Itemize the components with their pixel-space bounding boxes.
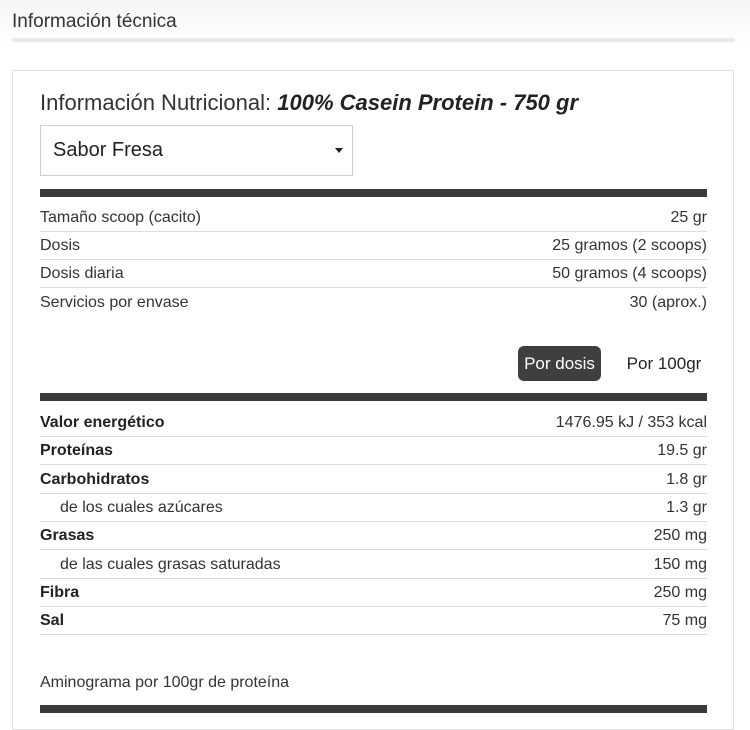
row-value: 1476.95 kJ / 353 kcal (555, 413, 707, 431)
row-label: Dosis diaria (40, 264, 124, 282)
flavor-select-value: Sabor Fresa (53, 139, 164, 161)
row-label: Servicios por envase (40, 294, 189, 311)
row-value: 150 mg (653, 555, 707, 573)
row-value: 50 gramos (4 scoops) (552, 264, 707, 282)
row-label: de las cuales grasas saturadas (60, 555, 281, 573)
table-row (40, 289, 707, 317)
row-value: 250 mg (653, 583, 707, 601)
table-row (40, 522, 707, 550)
heading-prefix: Información Nutricional: (40, 90, 272, 115)
table-row (40, 551, 707, 579)
flavor-select[interactable] (40, 125, 353, 176)
section-title: Información técnica (12, 11, 177, 32)
row-label: Proteínas (40, 441, 113, 459)
row-label: Tamaño scoop (cacito) (40, 208, 201, 226)
row-value: 30 (aprox.) (629, 294, 707, 311)
table-row (40, 204, 707, 232)
table-row (40, 437, 707, 465)
row-label: Valor energético (40, 413, 165, 431)
row-label: de los cuales azúcares (60, 498, 223, 516)
row-value: 19.5 gr (657, 441, 707, 459)
row-value: 1.3 gr (666, 498, 707, 516)
table-row (40, 494, 707, 522)
product-name: 100% Casein Protein - 750 gr (277, 90, 579, 115)
row-label: Fibra (40, 583, 80, 601)
per-serving-button[interactable]: Por dosis (518, 346, 601, 381)
serving-table-top-bar (40, 189, 707, 197)
table-row (40, 260, 707, 288)
table-row (40, 579, 707, 607)
nutrition-table-top-bar (40, 393, 707, 401)
table-row (40, 607, 707, 635)
row-value: 25 gramos (2 scoops) (552, 236, 707, 254)
caret-down-icon (335, 148, 343, 153)
per-100g-button[interactable]: Por 100gr (626, 353, 702, 373)
row-value: 250 mg (653, 526, 707, 544)
aminogram-table-top-bar (40, 705, 707, 713)
aminogram-title: Aminograma por 100gr de proteína (40, 674, 290, 691)
row-value: 1.8 gr (666, 470, 707, 488)
row-label: Carbohidratos (40, 470, 150, 488)
row-label: Grasas (40, 526, 95, 544)
section-divider (12, 38, 735, 42)
row-label: Dosis (40, 236, 81, 254)
row-value: 75 mg (662, 611, 707, 629)
table-row (40, 409, 707, 437)
nutrition-heading (40, 90, 578, 116)
row-label: Sal (40, 611, 65, 629)
row-value: 25 gr (670, 208, 707, 226)
table-row (40, 232, 707, 260)
table-row (40, 466, 707, 494)
